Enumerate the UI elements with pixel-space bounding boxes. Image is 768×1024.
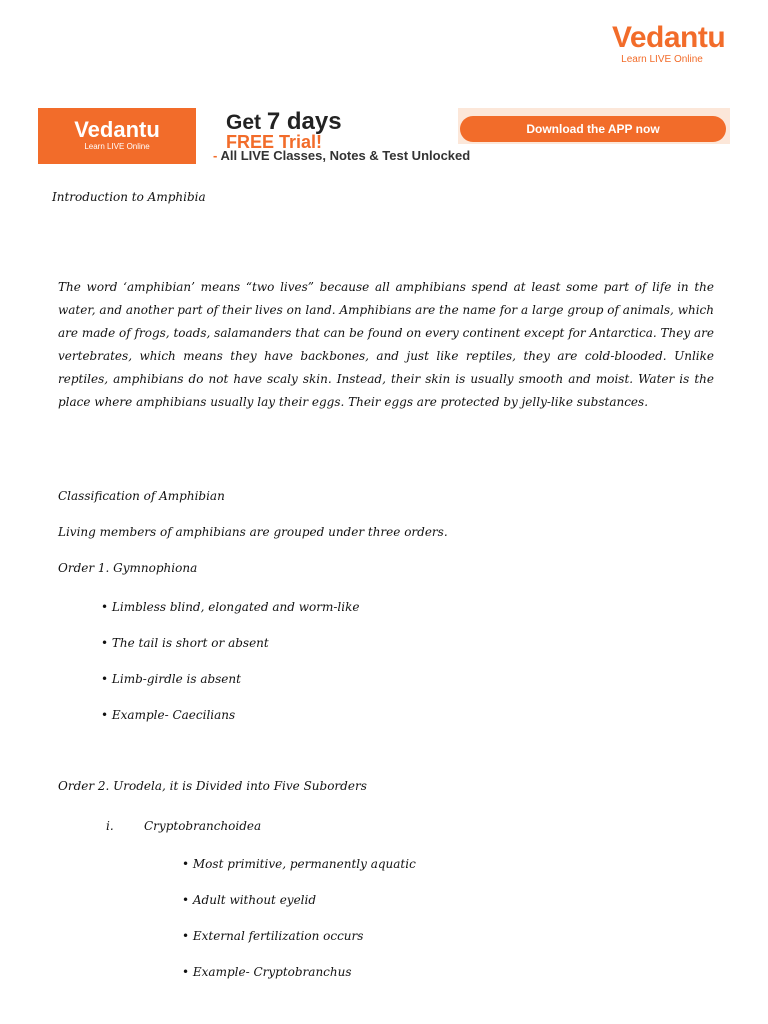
banner-headline-days: 7 days: [266, 108, 342, 135]
order1-bullet: • Example- Caecilians: [101, 708, 236, 722]
suborder-bullet: • Example- Cryptobranchus: [182, 965, 352, 979]
order1-bullet: • Limb-girdle is absent: [101, 672, 241, 686]
suborder-bullet: • External fertilization occurs: [182, 929, 364, 943]
vedantu-logo: [612, 21, 726, 66]
promo-banner[interactable]: [38, 108, 730, 166]
page-title: Introduction to Amphibia: [52, 190, 206, 204]
classification-intro: Living members of amphibians are grouped under three orders.: [58, 525, 448, 539]
banner-logo-tagline: Learn LIVE Online: [84, 142, 150, 151]
banner-headline-prefix: Get: [226, 111, 267, 134]
intro-paragraph: The word ‘amphibian’ means “two lives” because all amphibians spend at least some part of life in the water, and another part of their lives on land. Amphibians are the name for a large group of animals, which are made of frogs, toads, salamanders that can be found on every continent except for Antarctica. They are vertebrates, which means they have backbones, and just like reptiles, they are cold-blooded. Unlike reptiles, amphibians do not have scaly skin. Instead, their skin is usually smooth and moist. Water is the place where amphibians usually lay their eggs. Their eggs are protected by jelly-like substances.: [58, 280, 714, 409]
banner-subline: [213, 148, 470, 164]
order2-heading: Order 2. Urodela, it is Divided into Five Suborders: [58, 779, 367, 793]
logo-word: Vedantu: [612, 21, 726, 54]
logo-tagline: Learn LIVE Online: [621, 54, 703, 65]
banner-subline-dash: -: [213, 148, 218, 163]
banner-free-trial: FREE Trial!: [226, 132, 323, 152]
download-app-button[interactable]: Download the APP now: [460, 116, 726, 142]
order1-heading: Order 1. Gymnophiona: [58, 561, 198, 575]
banner-subline-text: All LIVE Classes, Notes & Test Unlocked: [217, 148, 471, 163]
suborder-bullet: • Adult without eyelid: [182, 893, 317, 907]
suborder-name: Cryptobranchoidea: [144, 819, 262, 833]
banner-logo: [38, 108, 196, 164]
suborder-bullet: • Most primitive, permanently aquatic: [182, 857, 416, 871]
suborder-marker: i.: [106, 819, 114, 833]
classification-heading: Classification of Amphibian: [58, 489, 225, 503]
order1-bullet: • Limbless blind, elongated and worm-like: [101, 600, 360, 614]
banner-logo-word: Vedantu: [74, 117, 160, 142]
order1-bullet: • The tail is short or absent: [101, 636, 269, 650]
